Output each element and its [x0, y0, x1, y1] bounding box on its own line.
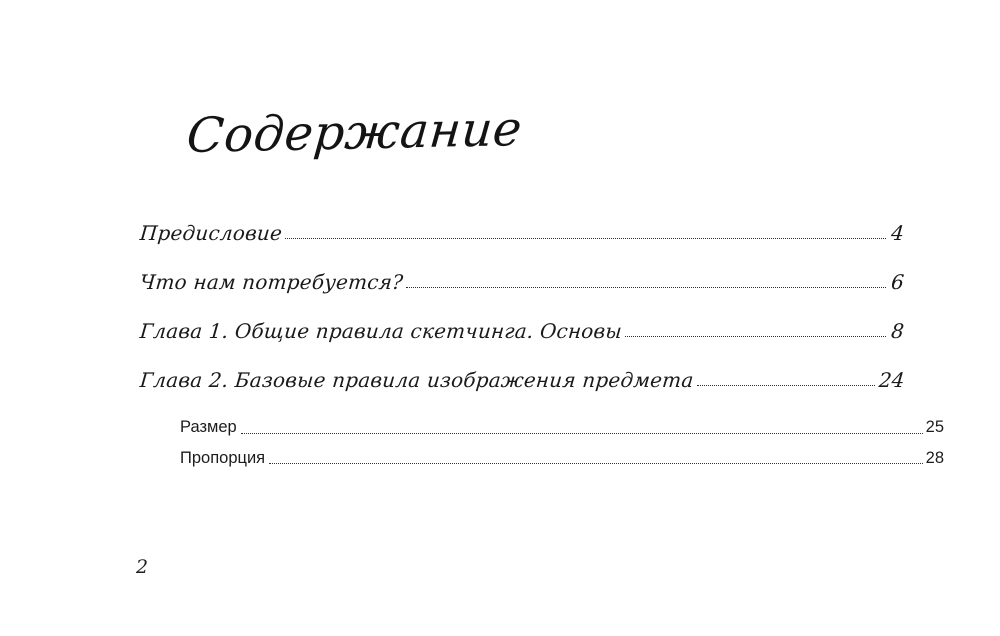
toc-entry[interactable]: [138, 368, 906, 392]
toc-entry-label: Пропорция: [180, 448, 266, 467]
toc-entry-label: Размер: [180, 418, 237, 436]
toc-entry-page: 6: [890, 270, 906, 294]
toc-entry-page: 25: [925, 418, 944, 436]
toc-entry[interactable]: [138, 221, 906, 245]
toc-entry-page: 8: [890, 319, 906, 343]
page-number: 2: [136, 556, 149, 578]
toc-entry[interactable]: [138, 270, 906, 294]
toc-entry-label: Что нам потребуется?: [138, 270, 405, 294]
table-of-contents: [138, 221, 944, 480]
toc-subentry[interactable]: [139, 449, 944, 469]
toc-leader-dots: [285, 228, 886, 244]
toc-entry-page: 28: [925, 448, 944, 467]
toc-leader-dots: [269, 453, 923, 469]
toc-leader-dots: [697, 375, 875, 391]
toc-leader-dots: [406, 277, 886, 293]
toc-entry-label: Глава 1. Общие правила скетчинга. Основы: [138, 319, 624, 343]
toc-entry-page: 24: [877, 368, 906, 392]
toc-entry-page: 4: [890, 221, 906, 245]
toc-leader-dots: [241, 422, 923, 438]
toc-entry-label: Предисловие: [138, 221, 284, 245]
toc-entry-label: Глава 2. Базовые правила изображения предмета: [138, 368, 695, 392]
toc-subentry[interactable]: [139, 418, 944, 438]
toc-leader-dots: [625, 326, 886, 342]
toc-entry[interactable]: [138, 319, 906, 343]
page-title: Содержание: [184, 101, 525, 164]
